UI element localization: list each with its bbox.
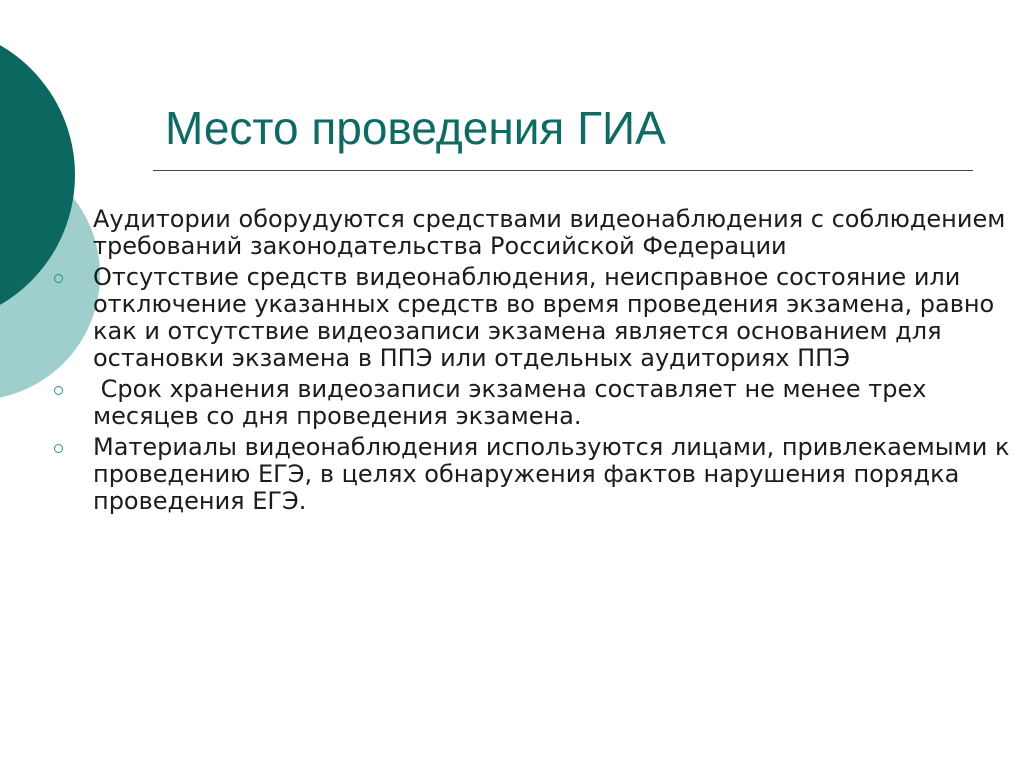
hollow-circle-bullet-icon	[54, 444, 63, 453]
bullet-item-2	[0, 264, 1010, 372]
hollow-circle-bullet-icon	[54, 274, 63, 283]
bullet-item-3	[0, 376, 1010, 430]
bullet-list	[0, 205, 1018, 519]
title-underline-divider	[153, 170, 973, 171]
bullet-3-text: Срок хранения видеозаписи экзамена составляет не менее трех месяцев со дня проведения экзамена.	[93, 375, 935, 430]
bullet-2-text: Отсутствие средств видеонаблюдения, неисправное состояние или отключение указанных средств во время проведения экзамена, равно как и отсутствие видеозаписи экзамена является основанием для остановки экзамена в ППЭ или отдельных аудиториях ППЭ	[93, 263, 1002, 372]
slide-title: Место проведения ГИА	[165, 102, 666, 154]
bullet-item-4	[0, 433, 1018, 515]
bullet-item-1	[0, 205, 1013, 260]
bullet-1-text: Аудитории оборудуются средствами видеонаблюдения с соблюдением требований законодательства Российской Федерации	[93, 205, 1013, 260]
hollow-circle-bullet-icon	[54, 386, 63, 395]
bullet-4-text: Материалы видеонаблюдения используются лицами, привлекаемыми к проведению ЕГЭ, в целях обнаружения фактов нарушения порядка проведения ЕГЭ.	[93, 433, 1018, 515]
